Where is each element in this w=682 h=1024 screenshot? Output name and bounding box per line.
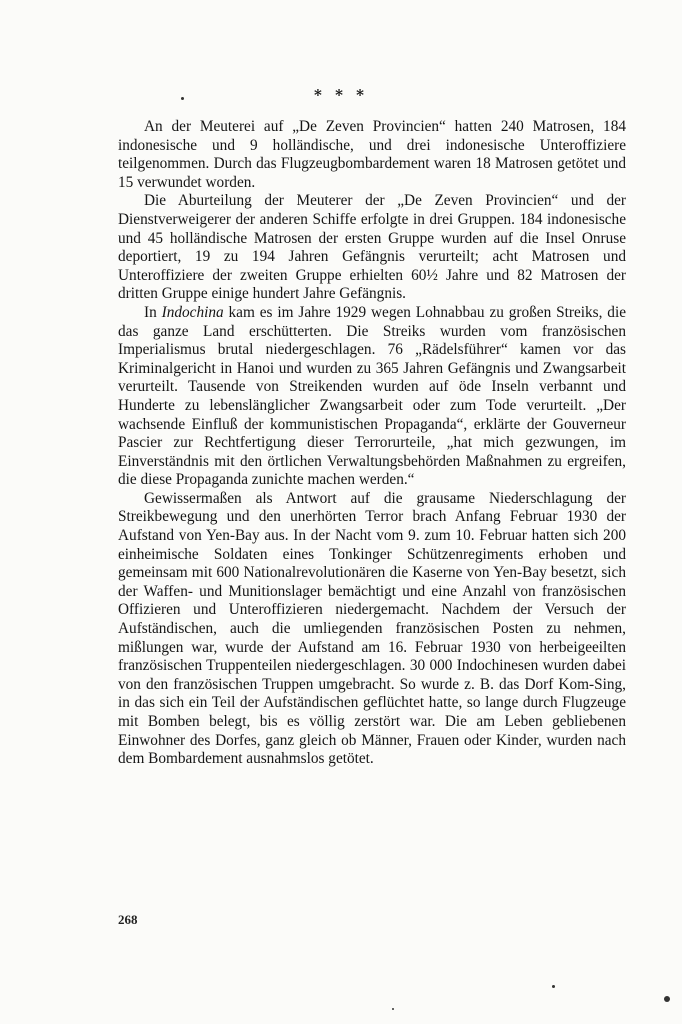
- scan-speck: [664, 996, 670, 1002]
- paragraph-indochina-lead: In: [144, 303, 162, 321]
- paragraph-meuterei: An der Meuterei auf „De Zeven Provincien“ hatten 240 Matrosen, 184 indonesische und 9 holländische, und drei indonesische Unteroffiziere teilgenommen. Durch das Flugzeugbombardement waren 18 Matrosen getötet und 15 verwundet worden.: [118, 118, 626, 191]
- paragraph-indochina-emphasis: Indochina: [161, 303, 224, 321]
- paragraph-yen-bay: Gewissermaßen als Antwort auf die grausame Niederschlagung der Streikbewegung und den unerhörten Terror brach Anfang Februar 1930 der Aufstand von Yen-Bay aus. In der Nacht vom 9. zum 10. Februar hatten sich 200 einheimische Soldaten eines Tonkinger Schützenregiments erhoben und gemeinsam mit 600 Nationalrevolutionären die Kaserne von Yen-Bay besetzt, sich der Waffen- und Munitionslager bemächtigt und eine Anzahl von französischen Offizieren und Unteroffizieren niedergemacht. Nachdem der Versuch der Aufständischen, auch die umliegenden französischen Posten zu nehmen, mißlungen war, wurde der Aufstand am 16. Februar 1930 von herbeigeeilten französischen Truppenteilen niedergeschlagen. 30 000 Indochinesen wurden dabei von den französischen Truppen umgebracht. So wurde z. B. das Dorf Kom-Sing, in das sich ein Teil der Aufständischen geflüchtet hatte, so lange durch Flugzeuge mit Bomben belegt, bis es völlig zerstört war. Die am Leben gebliebenen Einwohner des Dorfes, ganz gleich ob Männer, Frauen oder Kinder, wurden nach dem Bombardement ausnahmslos getötet.: [118, 489, 626, 768]
- scan-speck: [181, 97, 184, 100]
- scan-speck: [552, 985, 555, 988]
- body-text: [118, 118, 626, 769]
- paragraph-indochina: [118, 304, 626, 490]
- section-separator: * * *: [314, 86, 368, 104]
- paragraph-aburteilung: Die Aburteilung der Meuterer der „De Zeven Provincien“ und der Dienstverweigerer der anderen Schiffe erfolgte in drei Gruppen. 184 indonesische und 45 holländische Matrosen der ersten Gruppe wurden auf die Insel Onruse deportiert, 19 zu 194 Jahren Gefängnis verurteilt; acht Matrosen und Unteroffiziere der zweiten Gruppe erhielten 60½ Jahre und 82 Matrosen der dritten Gruppe einige hundert Jahre Gefängnis.: [118, 192, 626, 303]
- scan-speck: [392, 1008, 394, 1010]
- paragraph-indochina-text: kam es im Jahre 1929 wegen Lohnabbau zu großen Streiks, die das ganze Land erschütterten. Die Streiks wurden vom französischen Imperialismus brutal niedergeschlagen. 76 „Rädelsführer“ kamen vor das Kriminalgericht in Hanoi und wurden zu 365 Jahren Gefängnis und Zwangsarbeit verurteilt. Tausende von Streikenden wurden auf öde Inseln verbannt und Hunderte zu lebenslänglicher Zwangsarbeit oder zum Tode verurteilt. „Der wachsende Einfluß der kommunistischen Propaganda“, erklärte der Gouverneur Pascier zur Rechtfertigung dieser Terrorurteile, „hat mich gezwungen, im Einverständnis mit den örtlichen Verwaltungsbehörden Maßnahmen zu ergreifen, die diese Propaganda zunichte machen werden.“: [118, 303, 626, 489]
- page-number: 268: [118, 912, 138, 927]
